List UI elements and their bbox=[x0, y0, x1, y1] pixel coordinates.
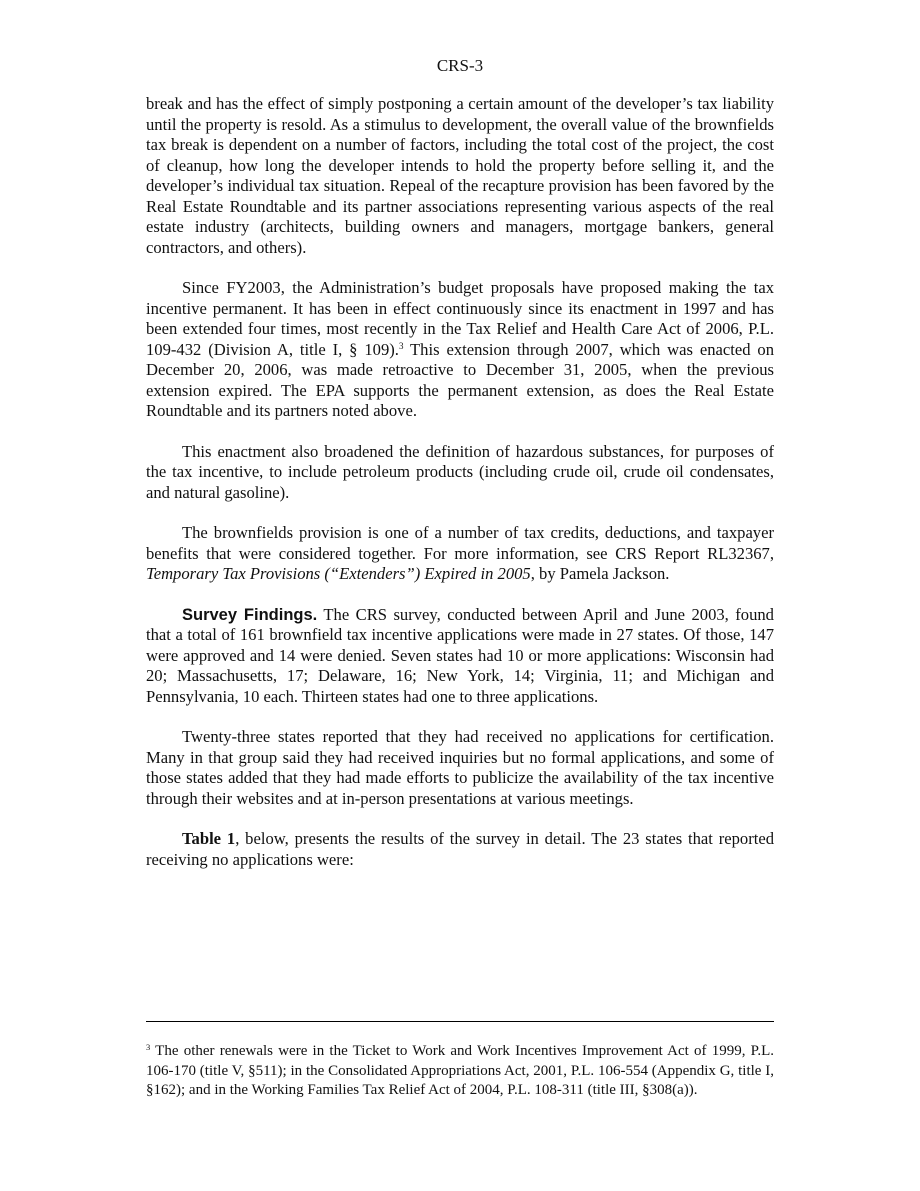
footnote-3 bbox=[146, 1042, 774, 1101]
paragraph-text: break and has the effect of simply postponing a certain amount of the developer’s tax liability until the property is resold. As a stimulus to development, the overall value of the brownfields tax break is dependent on a number of factors, including the total cost of the project, the cost of cleanup, how long the developer intends to hold the property before selling it, and the developer’s individual tax situation. Repeal of the recapture provision has been favored by the Real Estate Roundtable and its partner associations representing various aspects of the real estate industry (architects, building owners and managers, mortgage bankers, general contractors, and others). bbox=[146, 94, 774, 257]
paragraph-text: Twenty-three states reported that they had received no applications for certification. Many in that group said they had received inquiries but no formal applications, and some of those states added that they had made efforts to publicize the availability of the tax incentive through their websites and at in-person presentations at various meetings. bbox=[146, 727, 774, 808]
paragraph-text: This extension through 2007, which was enacted on December 20, 2006, was made retroactive to December 31, 2005, when the previous extension expired. The EPA supports the permanent extension, as does the Real Estate Roundtable and its partners noted above. bbox=[146, 339, 775, 420]
paragraph-text: Since FY2003, the Administration’s budget proposals have proposed making the tax incentive permanent. It has been in effect continuously since its enactment in 1997 and has been extended four times, most recently in the Tax Relief and Health Care Act of 2006, P.L. 109-432 (Division A, title I, § 109). bbox=[146, 278, 774, 359]
footnote-number: 3 bbox=[146, 1042, 151, 1052]
paragraph-no-applications bbox=[146, 727, 774, 809]
paragraph-table-intro bbox=[146, 829, 774, 870]
footnote-divider bbox=[146, 1021, 774, 1022]
report-title: Temporary Tax Provisions (“Extenders”) Expired in 2005 bbox=[146, 564, 531, 583]
footnote-reference[interactable]: 3 bbox=[398, 340, 404, 351]
paragraph-text: , by Pamela Jackson. bbox=[530, 564, 670, 583]
page-number-header: CRS-3 bbox=[436, 56, 484, 75]
paragraph-hazardous-substances bbox=[146, 442, 774, 504]
paragraph-text: , below, presents the results of the survey in detail. The 23 states that reported receiving no applications were: bbox=[146, 829, 774, 869]
paragraph-text: This enactment also broadened the definition of hazardous substances, for purposes of the tax incentive, to include petroleum products (including crude oil, crude oil condensates, and natural gasoline). bbox=[146, 441, 774, 502]
paragraph-recapture bbox=[146, 94, 774, 258]
paragraph-survey-findings bbox=[146, 605, 774, 708]
paragraph-text: The brownfields provision is one of a number of tax credits, deductions, and taxpayer benefits that were considered together. For more information, see CRS Report RL32367, bbox=[146, 523, 774, 563]
document-body bbox=[146, 94, 774, 890]
paragraph-extenders bbox=[146, 523, 774, 585]
paragraph-permanent-extension bbox=[146, 278, 774, 422]
table-reference: Table 1 bbox=[182, 829, 236, 848]
section-heading: Survey Findings. bbox=[182, 605, 318, 624]
paragraph-text: The CRS survey, conducted between April and June 2003, found that a total of 161 brownfield tax incentive applications were made in 27 states. Of those, 147 were approved and 14 were denied. Seven states had 10 or more applications: Wisconsin had 20; Massachusetts, 17; Delaware, 16; New York, 14; Virginia, 11; and Michigan and Pennsylvania, 10 each. Thirteen states had one to three applications. bbox=[146, 604, 774, 706]
footnote-text: The other renewals were in the Ticket to Work and Work Incentives Improvement Act of 1999, P.L. 106-170 (title V, §511); in the Consolidated Appropriations Act, 2001, P.L. 106-554 (Appendix G, title I, §162); and in the Working Families Tax Relief Act of 2004, P.L. 108-311 (title III, §308(a)). bbox=[146, 1043, 774, 1098]
